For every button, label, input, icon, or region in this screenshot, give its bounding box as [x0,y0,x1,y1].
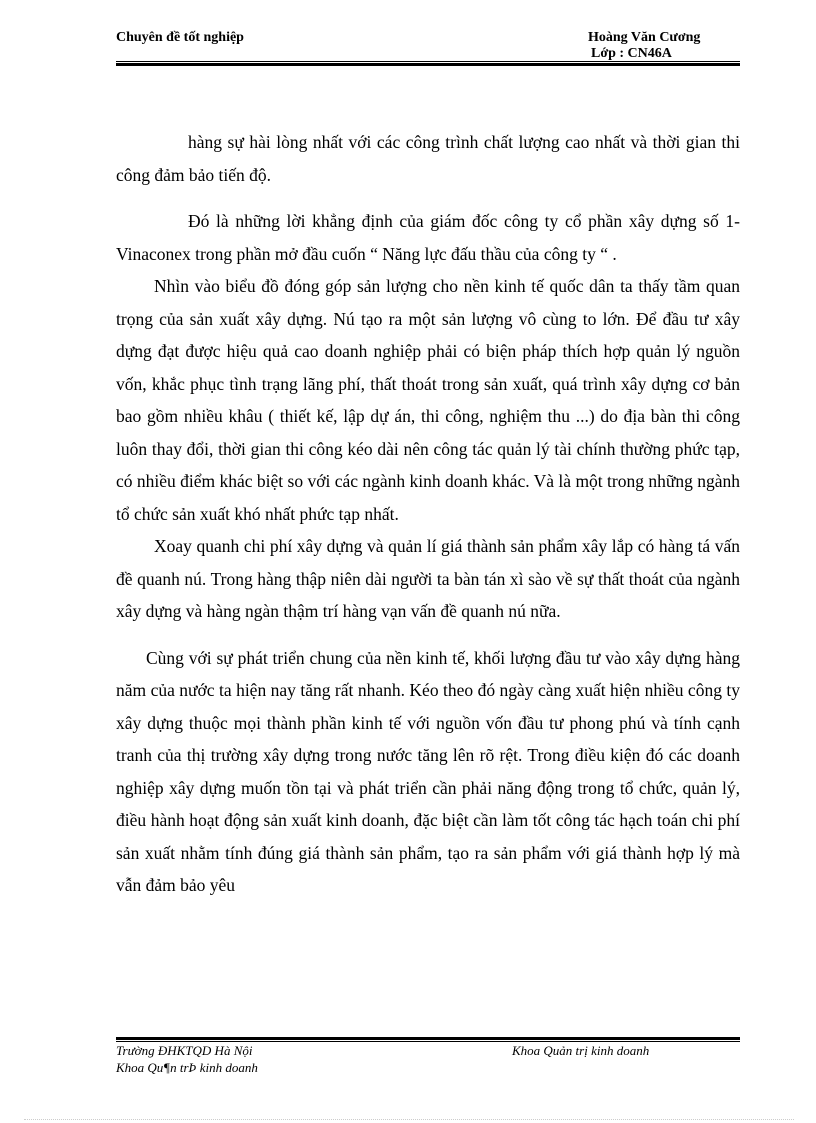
footer-faculty: Khoa Quản trị kinh doanh [512,1043,650,1058]
paragraph-3: Nhìn vào biểu đồ đóng góp sản lượng cho nền kinh tế quốc dân ta thấy tầm quan trọng của sản xuất xây dựng. Nú tạo ra một sản lượng vô cùng to lớn. Để đầu tư xây dựng đạt được hiệu quả cao doanh nghiệp phải có biện pháp thích hợp quản lý nguồn vốn, khắc phục tình trạng lãng phí, thất thoát trong sản xuất, quá trình xây dựng cơ bản bao gồm nhiều khâu ( thiết kế, lập dự án, thi công, nghiệm thu ...) do địa bàn thi công luôn thay đổi, thời gian thi công kéo dài nên công tác quản lý tài chính thường phức tạp, có nhiều điểm khác biệt so với các ngành kinh doanh khác. Và là một trong những ngành tổ chức sản xuất khó nhất phức tạp nhất. [116,276,740,524]
header-class: Lớp : CN46A [591,46,672,61]
header-title: Chuyên đề tốt nghiệp [116,30,244,45]
page-bottom-dotted-line [24,1119,794,1120]
paragraph-4: Xoay quanh chi phí xây dựng và quản lí giá thành sản phẩm xây lắp có hàng tá vấn đề quanh nú. Trong hàng thập niên dài người ta bàn tán xì sào về sự thất thoát của ngành xây dựng và hàng ngàn thậm trí hàng vạn vấn đề quanh nú nữa. [116,536,740,621]
footer-rule-thin [116,1041,740,1042]
header-rule-thick [116,63,740,66]
footer-rule-thick [116,1037,740,1040]
document-body [116,126,740,902]
paragraph-5: Cùng với sự phát triển chung của nền kinh tế, khối lượng đầu tư vào xây dựng hàng năm của nước ta hiện nay tăng rất nhanh. Kéo theo đó ngày càng xuất hiện nhiều công ty xây dựng thuộc mọi thành phần kinh tế với nguồn vốn đầu tư phong phú và tính cạnh tranh của thị trường xây dựng trong nước tăng lên rõ rệt. Trong điều kiện đó các doanh nghiệp xây dựng muốn tồn tại và phát triển cần phải năng động trong tổ chức, quản lý, điều hành hoạt động sản xuất kinh doanh, đặc biệt cần làm tốt công tác hạch toán chi phí sản xuất nhằm tính đúng giá thành sản phẩm, tạo ra sản phẩm với giá thành hợp lý mà vẫn đảm bảo yêu [116,647,740,895]
header-author-block [588,30,700,62]
paragraph-2: Đó là những lời khẳng định của giám đốc công ty cổ phần xây dựng số 1- Vinaconex trong phần mở đầu cuốn “ Năng lực đấu thầu của công ty “ . [116,211,740,264]
paragraph-1: hàng sự hài lòng nhất với các công trình chất lượng cao nhất và thời gian thi công đảm bảo tiến độ. [116,132,740,185]
header-rule-thin [116,61,740,62]
footer-school: Trường ĐHKTQD Hà Nội [116,1043,253,1058]
footer-faculty-garbled: Khoa Qu¶n trÞ kinh doanh [116,1060,258,1075]
header-author: Hoàng Văn Cương [588,30,701,45]
